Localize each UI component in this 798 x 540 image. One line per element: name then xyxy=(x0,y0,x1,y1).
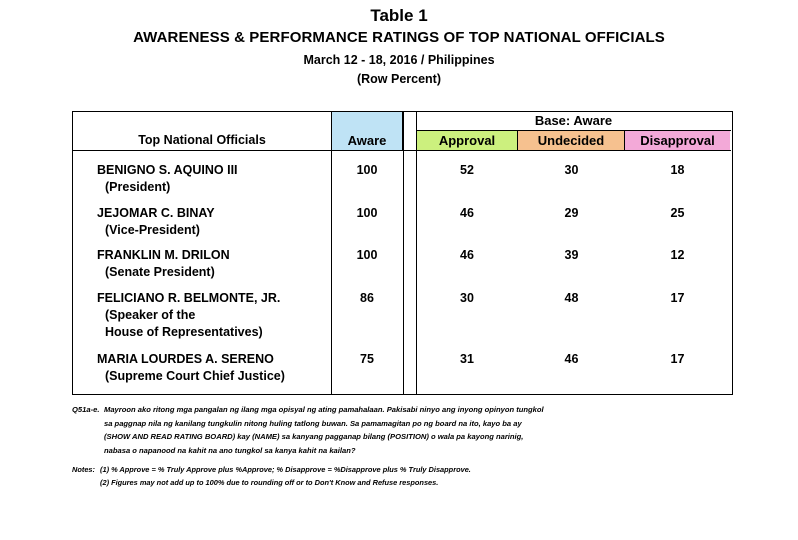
table-title: AWARENESS & PERFORMANCE RATINGS OF TOP NATIONAL OFFICIALS xyxy=(133,29,665,46)
question-line: nabasa o napanood na kahit na ano tungkol sa kanya kahit na kailan? xyxy=(104,445,356,455)
header-divider xyxy=(73,150,731,151)
base-aware-header: Base: Aware xyxy=(534,113,613,128)
official-cell xyxy=(97,290,280,341)
disapproval-value: 18 xyxy=(670,163,685,177)
official-cell xyxy=(97,205,215,239)
undecided-value: 29 xyxy=(564,206,579,220)
approval-value: 30 xyxy=(460,291,474,305)
aware-value: 100 xyxy=(356,206,378,220)
disapproval-value: 12 xyxy=(670,248,685,262)
note-line: (1) % Approve = % Truly Approve plus %Approve; % Disapprove = %Disapprove plus % Truly Disapprove. xyxy=(100,465,471,474)
table-subtitle: March 12 - 18, 2016 / Philippines xyxy=(303,53,495,67)
aware-header: Aware xyxy=(347,133,387,148)
note-line: (2) Figures may not add up to 100% due to rounding off or to Don't Know and Refuse responses. xyxy=(100,477,439,487)
disapproval-value: 17 xyxy=(670,291,685,305)
official-role: House of Representatives) xyxy=(105,325,263,339)
aware-value: 86 xyxy=(360,291,374,305)
official-role: (Speaker of the xyxy=(105,308,196,322)
officials-header: Top National Officials xyxy=(138,133,266,147)
official-name: JEJOMAR C. BINAY xyxy=(97,206,215,220)
question-line: Mayroon ako ritong mga pangalan ng ilang mga opisyal ng ating pamahalaan. Pakisabi ninyo ang inyong opinyon tungkol xyxy=(104,405,544,414)
table-note: (Row Percent) xyxy=(356,72,442,86)
undecided-value: 30 xyxy=(564,163,579,177)
disapproval-value: 25 xyxy=(670,206,685,220)
table-label: Table 1 xyxy=(370,6,428,25)
approval-value: 52 xyxy=(460,163,474,177)
official-role: (Vice-President) xyxy=(105,223,200,237)
question-line: sa paggnap nila ng kanilang tungkulin nitong huling tatlong buwan. Sa pamamagitan po ng board na ito, kayo ba ay xyxy=(104,418,522,428)
undecided-value: 39 xyxy=(564,248,579,262)
undecided-value: 48 xyxy=(564,291,579,305)
disapproval-header: Disapproval xyxy=(625,131,730,150)
official-cell xyxy=(97,351,285,385)
official-name: FELICIANO R. BELMONTE, JR. xyxy=(97,291,281,305)
disapproval-value: 17 xyxy=(670,352,685,366)
official-role: (President) xyxy=(105,180,171,194)
approval-value: 31 xyxy=(460,352,474,366)
official-name: BENIGNO S. AQUINO III xyxy=(97,163,238,177)
column-divider xyxy=(403,112,404,394)
official-cell xyxy=(97,162,238,196)
aware-value: 100 xyxy=(356,163,378,177)
question-line: (SHOW AND READ RATING BOARD) kay (NAME) sa kanyang pagganap bilang (POSITION) o wala pa kayong narinig, xyxy=(104,432,524,441)
approval-value: 46 xyxy=(460,248,474,262)
question-label: Q51a-e. xyxy=(72,405,100,414)
notes-label: Notes: xyxy=(72,465,95,474)
official-cell xyxy=(97,247,230,281)
approval-header: Approval xyxy=(416,131,518,150)
official-role: (Senate President) xyxy=(105,265,215,279)
official-name: MARIA LOURDES A. SERENO xyxy=(97,352,274,366)
undecided-value: 46 xyxy=(564,352,579,366)
aware-value: 75 xyxy=(360,352,374,366)
ratings-table xyxy=(72,111,733,395)
undecided-header: Undecided xyxy=(518,131,625,150)
aware-value: 100 xyxy=(356,248,378,262)
official-name: FRANKLIN M. DRILON xyxy=(97,248,230,262)
approval-value: 46 xyxy=(460,206,474,220)
official-role: (Supreme Court Chief Justice) xyxy=(105,369,285,383)
